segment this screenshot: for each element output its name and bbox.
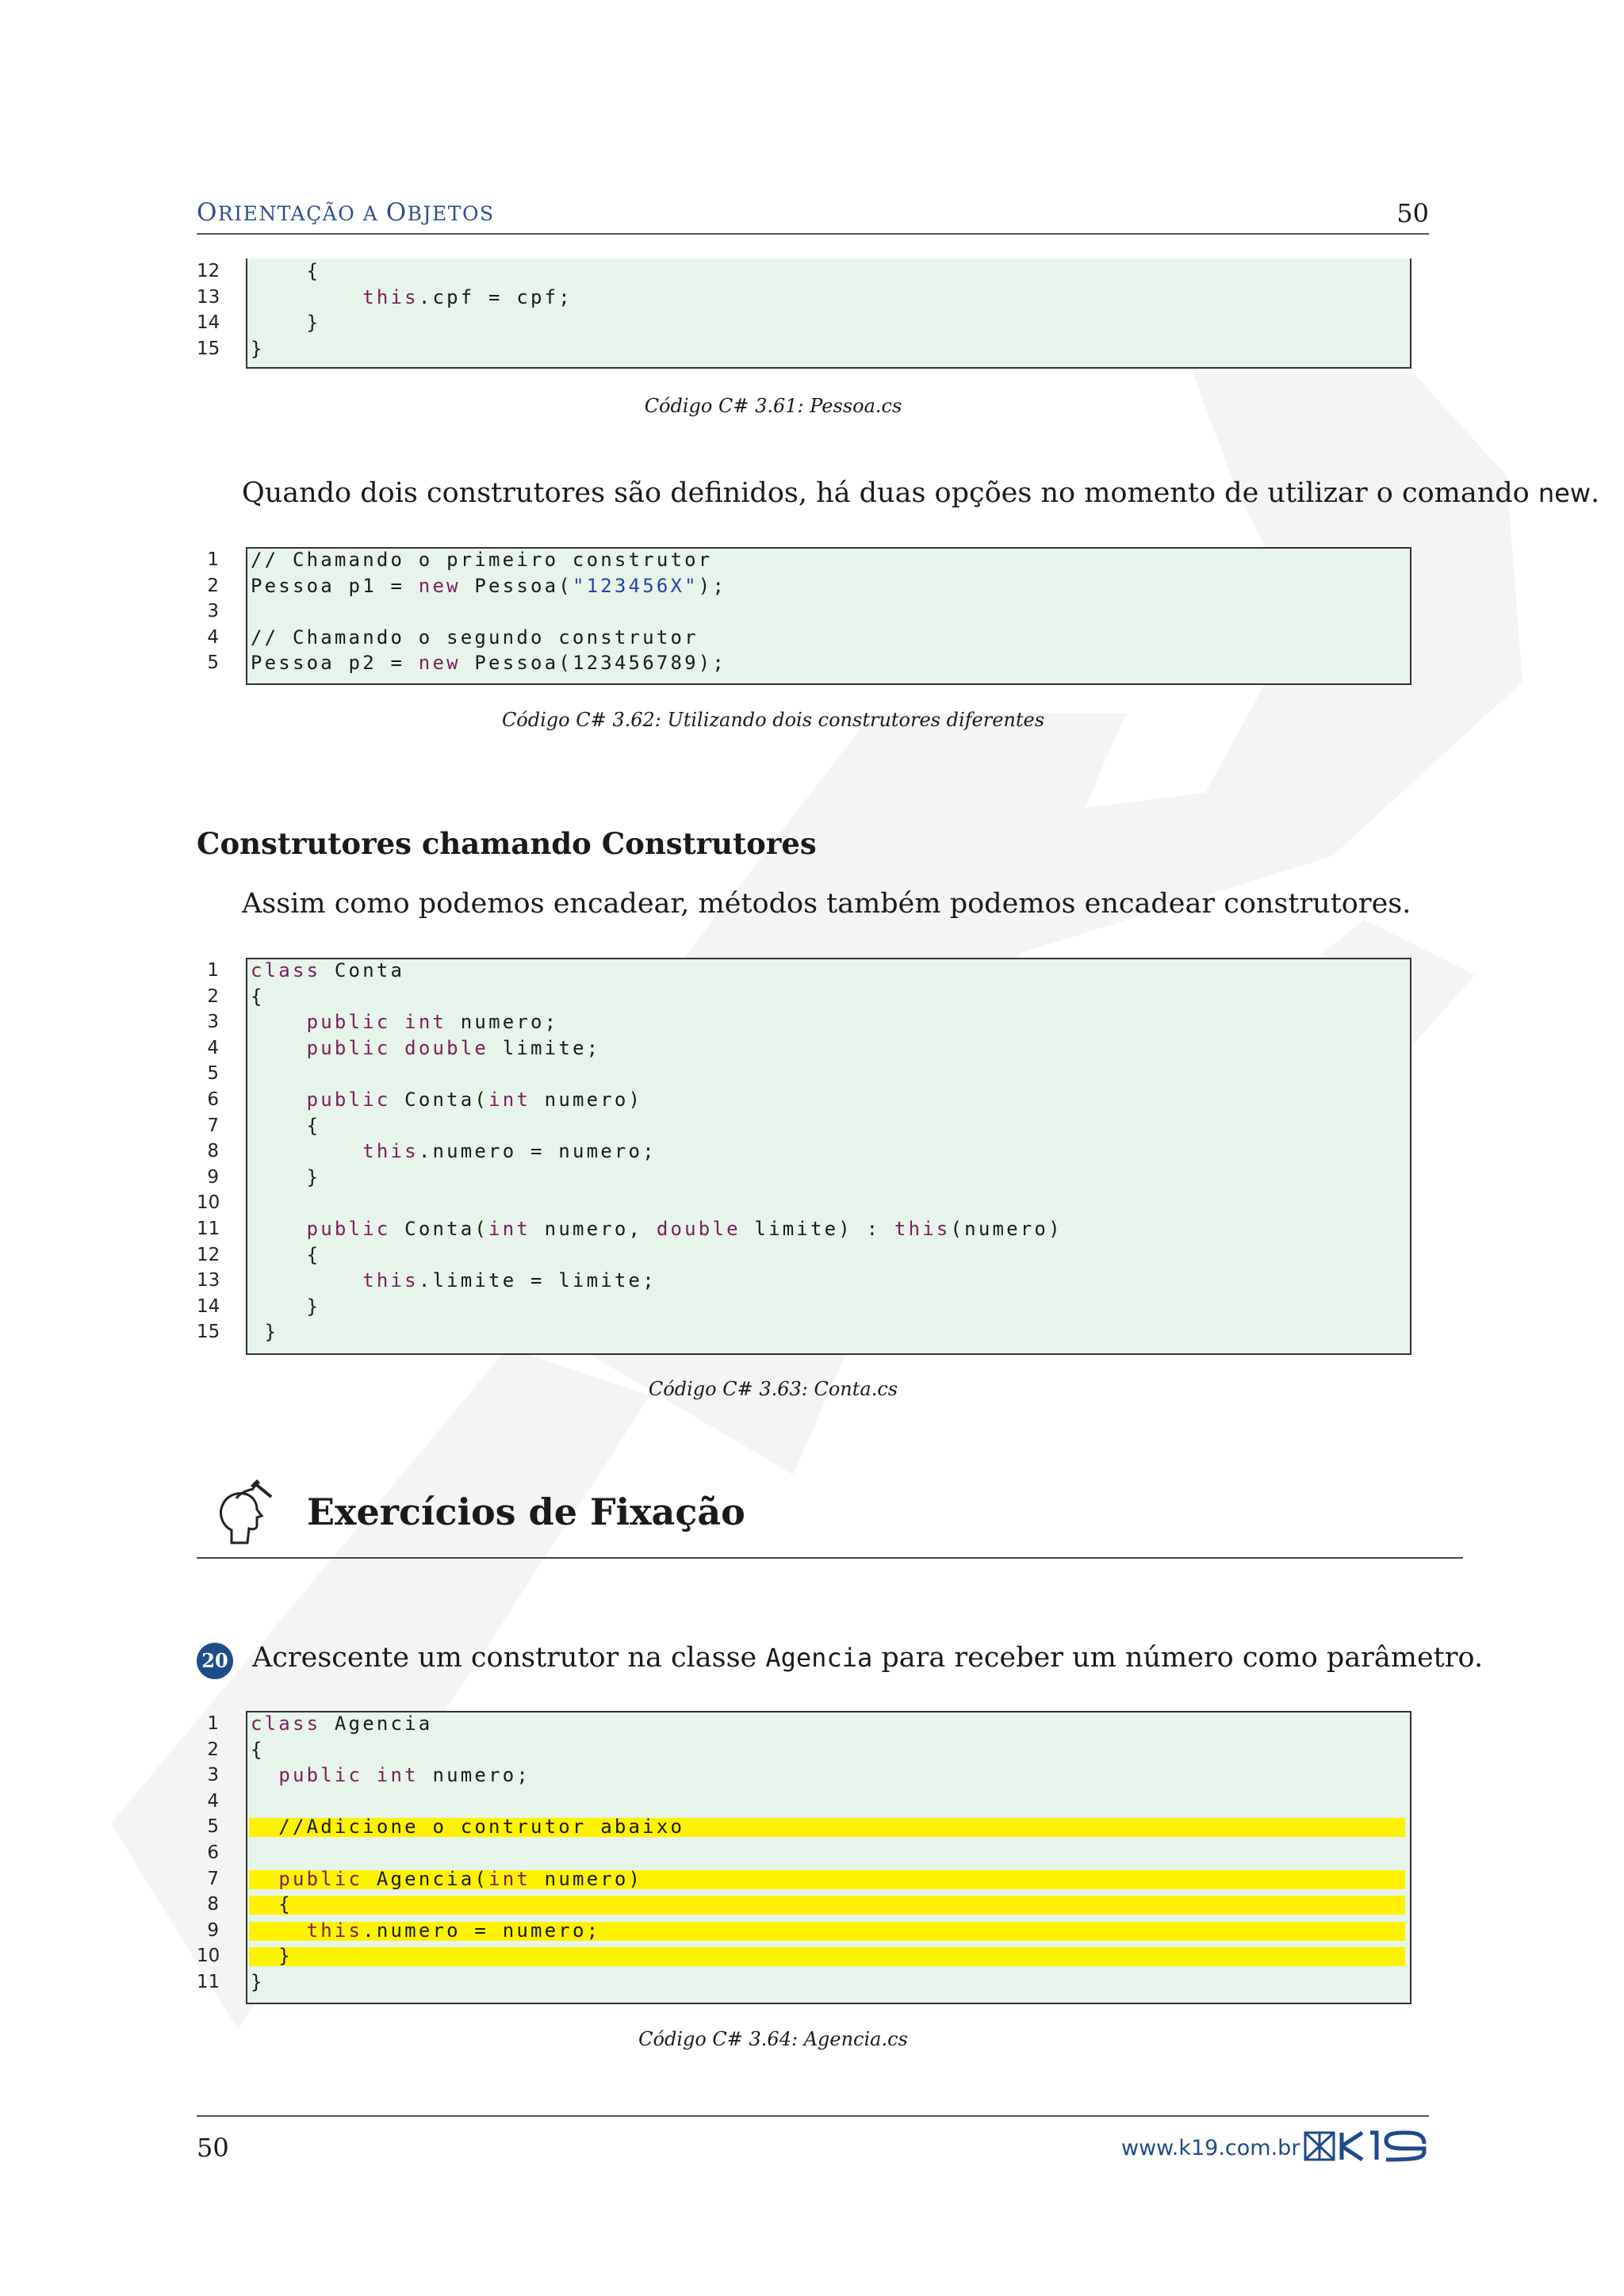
code-line: {	[251, 1738, 265, 1761]
code-line: public Conta(int numero)	[306, 1088, 643, 1111]
section-heading: Construtores chamando Construtores	[197, 826, 817, 861]
code-line: }	[251, 312, 321, 335]
line-number: 5	[207, 652, 219, 674]
exercise-text: Acrescente um construtor na classe Agencia para receber um número como parâmetro.	[252, 1642, 1484, 1674]
code-line: //Adicione o contrutor abaixo	[251, 1816, 685, 1839]
line-number: 13	[197, 286, 220, 308]
code-line: this.limite = limite;	[362, 1269, 657, 1292]
code-line: public Agencia(int numero)	[278, 1867, 643, 1890]
code-block-agencia	[197, 1711, 1410, 1996]
line-number: 6	[207, 1842, 219, 1863]
line-number: 10	[197, 1946, 220, 1967]
line-number: 7	[207, 1868, 219, 1889]
line-number: 9	[207, 1166, 219, 1188]
footer-page-number: 50	[197, 2133, 229, 2163]
line-number: 4	[207, 1037, 219, 1058]
line-number: 2	[207, 575, 219, 596]
header-rule	[197, 233, 1429, 235]
code-line: this.numero = numero;	[362, 1140, 657, 1163]
line-number: 1	[207, 549, 219, 570]
code-line: {	[251, 985, 265, 1008]
code-line: {	[251, 1243, 321, 1266]
line-number: 1	[207, 960, 219, 981]
line-number: 6	[207, 1089, 219, 1110]
line-number: 11	[197, 1971, 220, 1992]
line-number: 15	[197, 338, 220, 359]
code-line: public double limite;	[306, 1036, 601, 1059]
exercises-rule	[197, 1557, 1463, 1559]
line-number: 9	[207, 1919, 219, 1941]
code-line: }	[251, 1945, 293, 1968]
code-line: // Chamando o segundo construtor	[251, 626, 699, 649]
code-line: class Agencia	[251, 1712, 433, 1735]
code-block-conta	[197, 958, 1410, 1345]
code-line: {	[251, 1893, 293, 1916]
code-line: this.cpf = cpf;	[362, 285, 573, 308]
running-header: ORIENTAÇÃO A OBJETOS	[197, 198, 495, 227]
line-number: 4	[207, 1790, 219, 1812]
line-number: 4	[207, 626, 219, 648]
line-number: 12	[197, 1244, 220, 1265]
exercise-number-badge: 20	[197, 1643, 233, 1679]
line-number: 14	[197, 1295, 220, 1317]
code-line: public int numero;	[306, 1011, 559, 1034]
code-line: // Chamando o primeiro construtor	[251, 549, 713, 571]
line-number: 14	[197, 312, 220, 334]
code-caption: Código C# 3.63: Conta.cs	[648, 1378, 898, 1400]
highlight-bar	[249, 1947, 1405, 1966]
exercises-heading: Exercícios de Fixação	[307, 1490, 745, 1533]
code-block-utilizando	[197, 547, 1410, 676]
line-number: 1	[207, 1713, 219, 1734]
code-line: this.numero = numero;	[306, 1919, 601, 1942]
paragraph: Assim como podemos encadear, métodos também podemos encadear construtores.	[242, 888, 1411, 920]
line-number: 15	[197, 1322, 220, 1343]
code-caption: Código C# 3.62: Utilizando dois construtores diferentes	[501, 709, 1045, 731]
code-line: Pessoa p2 = new Pessoa(123456789);	[251, 652, 727, 675]
line-number: 5	[207, 1063, 219, 1085]
line-number: 11	[197, 1218, 220, 1239]
code-line: Pessoa p1 = new Pessoa("123456X");	[251, 574, 727, 597]
footer-rule	[197, 2115, 1429, 2117]
thinking-head-icon	[208, 1479, 279, 1551]
code-line: }	[251, 1321, 279, 1344]
code-block-pessoa	[197, 258, 1410, 362]
line-number: 7	[207, 1115, 219, 1136]
code-line: public Conta(int numero, double limite) : this(numero)	[306, 1217, 1063, 1240]
paragraph: Quando dois construtores são definidos, há duas opções no momento de utilizar o comando new.	[242, 477, 1600, 509]
line-number: 10	[197, 1192, 220, 1214]
line-number: 8	[207, 1894, 219, 1915]
header-page-number: 50	[1396, 198, 1429, 228]
line-number: 5	[207, 1816, 219, 1838]
code-line: {	[251, 1114, 321, 1137]
footer-url[interactable]: www.k19.com.br	[1121, 2136, 1300, 2160]
code-line: }	[251, 1970, 265, 1993]
code-line: }	[251, 1165, 321, 1188]
line-number: 13	[197, 1270, 220, 1292]
code-caption: Código C# 3.64: Agencia.cs	[638, 2028, 908, 2050]
code-line: }	[251, 1295, 321, 1318]
line-number: 8	[207, 1141, 219, 1162]
line-number: 3	[207, 1765, 219, 1786]
code-caption: Código C# 3.61: Pessoa.cs	[644, 395, 902, 417]
highlight-bar	[249, 1896, 1405, 1915]
line-number: 3	[207, 1012, 219, 1033]
line-number: 2	[207, 985, 219, 1007]
k19-logo	[1304, 2128, 1429, 2163]
line-number: 2	[207, 1739, 219, 1760]
code-line: {	[251, 260, 321, 282]
code-line: class Conta	[251, 959, 405, 982]
line-number: 3	[207, 601, 219, 622]
code-line: }	[251, 337, 265, 360]
code-line: public int numero;	[278, 1764, 531, 1787]
line-number: 12	[197, 261, 220, 281]
